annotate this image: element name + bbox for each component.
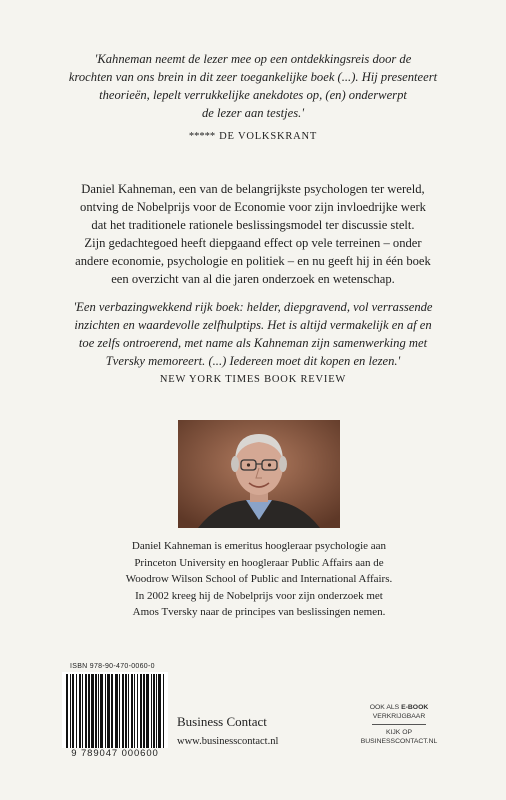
barcode-bar [88, 674, 90, 750]
ebook-line-1 [348, 703, 450, 712]
description-line: een overzicht van al die jaren onderzoek en wetenschap. [111, 272, 395, 286]
quote-line: krochten van ons brein in dit zeer toegankelijke boek (...). Hij presenteert [68, 70, 438, 84]
barcode-bar [115, 674, 118, 756]
barcode-bar [119, 674, 120, 750]
publisher-url: www.businesscontact.nl [177, 736, 279, 747]
barcode-bar [131, 674, 133, 750]
ebook-line-2: VERKRIJGBAAR [372, 713, 426, 720]
quote-line: theorieën, lepelt verrukkelijke anekdotes op, (en) onderwerpt [99, 88, 407, 102]
barcode-bar [100, 674, 103, 750]
description-line: Zijn gedachtegoed heeft diepgaand effect op vele terreinen – onder [84, 236, 422, 250]
barcode-bar [143, 674, 145, 750]
quote-attribution-volkskrant [50, 126, 456, 144]
bio-line: Woodrow Wilson School of Public and International Affairs. [125, 573, 393, 585]
barcode-digits: 9 789047 000600 [60, 748, 170, 759]
ebook-divider [372, 724, 426, 725]
bio-line: Daniel Kahneman is emeritus hoogleraar psychologie aan [131, 540, 387, 552]
barcode-bar [79, 674, 81, 750]
quote-line: toe zelfs ontroerend, met name als Kahneman zijn samenwerking met [78, 336, 428, 350]
barcode-bar [146, 674, 149, 750]
barcode-bar [70, 674, 71, 750]
author-portrait-image [178, 420, 340, 528]
barcode-bar [66, 674, 68, 756]
barcode-bar [156, 674, 157, 750]
ebook-prefix: OOK ALS [369, 704, 400, 711]
barcode-bar [158, 674, 161, 750]
barcode-bar [134, 674, 135, 750]
book-description [50, 180, 456, 288]
ebook-bold: E-BOOK [401, 704, 429, 711]
barcode-bar [140, 674, 142, 750]
barcode-bar [151, 674, 152, 750]
isbn-label: ISBN 978-90-470-0060-0 [70, 663, 155, 670]
ebook-notice [348, 703, 450, 746]
quote-line: 'Kahneman neemt de lezer mee op een ontdekkingsreis door de [94, 52, 412, 66]
rating-stars: ***** [188, 131, 216, 142]
quote-volkskrant [50, 50, 456, 122]
publisher-name: Business Contact [177, 714, 267, 729]
barcode-bar [107, 674, 110, 750]
barcode-bar [76, 674, 77, 750]
barcode-bar [137, 674, 138, 750]
barcode-image [62, 672, 168, 758]
author-bio [120, 538, 398, 621]
ebook-line-3: KIJK OP [385, 729, 413, 736]
barcode-bar [125, 674, 127, 750]
bio-line: Amos Tversky naar de principes van beslissingen nemen. [132, 606, 386, 618]
barcode-bar [163, 674, 164, 756]
description-line: Daniel Kahneman, een van de belangrijkste psychologen ter wereld, [81, 182, 425, 196]
barcode-bar [85, 674, 87, 750]
barcode-bar [111, 674, 113, 750]
ebook-line-4: BUSINESSCONTACT.NL [360, 738, 438, 745]
quote-line: de lezer aan testjes.' [201, 106, 305, 120]
barcode-bar [153, 674, 155, 750]
quote-nytimes [50, 298, 456, 370]
barcode-bar [95, 674, 97, 750]
quote-line: inzichten en waardevolle zelfhulptips. Het is altijd vermakelijk en af en [74, 318, 432, 332]
barcode-bar [105, 674, 106, 750]
barcode-bar [91, 674, 94, 750]
quote-attribution-nytimes: NEW YORK TIMES BOOK REVIEW [159, 374, 347, 385]
bio-line: In 2002 kreeg hij de Nobelprijs voor zijn onderzoek met [135, 589, 383, 602]
bio-line: Princeton University en hoogleraar Public Affairs aan de [134, 556, 384, 569]
barcode-bar [98, 674, 99, 750]
description-line: dat het traditionele rationele beslissingsmodel ter discussie stelt. [91, 218, 415, 232]
barcode-bar [128, 674, 129, 750]
barcode-bar [122, 674, 124, 750]
description-line: ontving de Nobelprijs voor de Economie voor zijn invloedrijke werk [80, 200, 426, 214]
author-photo [178, 420, 340, 528]
barcode [62, 672, 168, 758]
source-name: DE VOLKSKRANT [219, 131, 318, 142]
quote-line: 'Een verbazingwekkend rijk boek: helder, diepgravend, vol verrassende [73, 300, 433, 314]
barcode-bar [82, 674, 83, 750]
quote-line: Tversky memoreert. (...) Iedereen moet dit kopen en lezen.' [105, 354, 401, 368]
barcode-bar [72, 674, 74, 750]
description-line: andere economie, psychologie en politiek – en nu geeft hij in één boek [75, 254, 431, 268]
